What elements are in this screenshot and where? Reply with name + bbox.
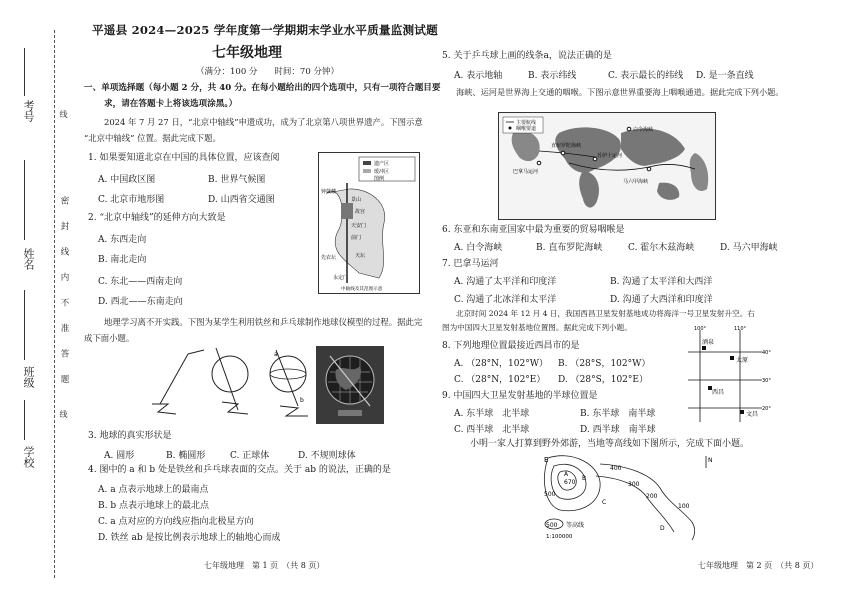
name-line [24, 160, 25, 240]
point-a-label: a [274, 351, 278, 358]
map-label-jingshan: 景山 [351, 197, 362, 203]
q3-option-c: C. 正球体 [230, 451, 270, 461]
q1-option-d: D. 山西省交通图 [208, 195, 275, 205]
intro1-b: “北京中轴线” 位置。据此完成下题。 [84, 133, 221, 143]
map-label-xiannongtan: 先农坛 [321, 255, 337, 261]
site-label-taiyuan: 太原 [736, 357, 749, 364]
globe-photo [316, 346, 384, 424]
q3-stem: 3. 地球的真实形状是 [88, 431, 172, 441]
q8-option-b: B. （28°S，102°W） [558, 359, 651, 369]
school-label: 学校 [22, 446, 35, 468]
seal-mark-top: 线 [59, 110, 68, 118]
intro1-a: 2024 年 7 月 27 日，“北京中轴线”申遗成功，成为了北京第八项世界遗产。下图示意 [104, 117, 423, 127]
launch-sites-map [678, 322, 772, 426]
map-label-tiananmen: 天安门 [351, 223, 367, 229]
section1-instructions-a: 一、单项选择题（每小题 2 分，共 40 分。在每小题给出的四个选项中，只有一项符合题目要 [84, 83, 441, 93]
binding-strip [0, 0, 82, 608]
name-label: 姓名 [22, 248, 35, 270]
exam-title: 平遥县 2024—2025 学年度第一学期期末学业水平质量监测试题 [92, 23, 438, 37]
q6-option-d: D. 马六甲海峡 [720, 243, 778, 253]
contour-label-a: A [564, 471, 569, 478]
q2-stem: 2. “北京中轴线”的延伸方向大致是 [88, 213, 226, 223]
exam-subject: 七年级地理 [212, 45, 282, 61]
contour-label-100: 100 [678, 503, 690, 510]
right-page [442, 0, 852, 608]
q7-stem: 7. 巴拿马运河 [442, 259, 499, 269]
exam-meta: （满分：100 分 时间：70 分钟） [196, 67, 339, 77]
q4-option-b: B. b 点表示地球上的最北点 [98, 501, 209, 511]
contour-map [542, 452, 742, 540]
intro5: 小明一家人打算到野外郊游，当地等高线如下图所示，完成下面小题。 [470, 439, 750, 449]
map-label-panama: 巴拿马运河 [513, 169, 539, 175]
map-legend-buffer: 缓冲区 [374, 169, 390, 175]
q9-stem: 9. 中国四大卫星发射基地的半球位置是 [442, 391, 598, 401]
contour-label-500: 500 [544, 491, 556, 498]
q2-option-a: A. 东西走向 [98, 235, 147, 245]
q7-option-b: B. 沟通了太平洋和大西洋 [610, 277, 713, 287]
map-label-suez: 苏伊士运河 [597, 153, 623, 159]
q4-stem: 4. 图中的 a 和 b 处是铁丝和乒乓球表面的交点。关于 ab 的说法，正确的是 [88, 465, 391, 475]
map-legend-route: 主要航线 [516, 120, 537, 126]
seal-dashed-line [54, 30, 55, 578]
intro3: 海峡、运河是世界海上交通的咽喉。下图示意世界重要海上咽喉通道。据此完成下列小题。 [456, 87, 784, 97]
q8-option-a: A. （28°N，102°W） [454, 359, 548, 369]
contour-label-400: 400 [610, 465, 622, 472]
map-label-temple-of-heaven: 天坛 [355, 253, 366, 259]
map-label-drum-tower: 钟鼓楼 [321, 189, 337, 195]
contour-label-300: 300 [628, 481, 640, 488]
q6-option-b: B. 直布罗陀海峡 [536, 243, 603, 253]
q8-option-d: D. （28°S，102°E） [558, 375, 648, 385]
contour-label-670: 670 [564, 479, 576, 486]
site-label-wenchang: 文昌 [746, 411, 759, 418]
contour-label-200: 200 [646, 493, 658, 500]
central-axis-map [318, 152, 420, 294]
world-sea-lanes-map [498, 112, 716, 220]
q1-stem: 1. 如果要知道北京在中国的具体位置，应该查阅 [88, 153, 280, 163]
lat-label-40: 40° [762, 350, 771, 356]
intro2-a: 地理学习离不开实践。下图为某学生利用铁丝和乒乓球制作地球仪模型的过程。据此完 [104, 317, 423, 327]
class-label: 班级 [22, 366, 35, 388]
exam-number-line [24, 48, 25, 96]
map-label-yongdingmen: 永定门 [333, 275, 349, 281]
q1-option-c: C. 北京市地形图 [98, 195, 165, 205]
q5-option-c: C. 表示最长的纬线 [608, 71, 684, 81]
q3-option-a: A. 圆形 [104, 451, 135, 461]
q9-option-a: A. 东半球 北半球 [454, 409, 530, 419]
q2-option-d: D. 西北——东南走向 [98, 297, 183, 307]
q4-option-a: A. a 点表示地球上的最南点 [98, 485, 209, 495]
contour-label-c: C [602, 499, 607, 506]
lat-label-30: 30° [762, 378, 771, 384]
map-note: 中轴线及其范围示意 [341, 287, 383, 292]
q9-option-d: D. 西半球 南半球 [580, 425, 656, 435]
q9-option-b: B. 东半球 南半球 [580, 409, 656, 419]
q3-option-b: B. 椭圆形 [166, 451, 206, 461]
intro2-b: 成下面小题。 [84, 333, 135, 343]
contour-label-d: D [660, 525, 665, 532]
site-label-jiuquan: 酒泉 [702, 339, 715, 346]
q5-stem: 5. 关于乒乓球上画的线条a，说法正确的是 [442, 51, 612, 61]
intro4-a: 北京时间 2024 年 12 月 4 日，我国西昌卫星发射基地成功将海洋一号卫星发射升空。右 [456, 309, 755, 318]
q6-option-c: C. 霍尔木兹海峡 [628, 243, 695, 253]
q5-option-b: B. 表示纬线 [528, 71, 577, 81]
lon-label-100: 100° [694, 326, 707, 332]
q7-option-d: D. 沟通了大西洋和印度洋 [610, 295, 713, 305]
point-b-label: b [300, 397, 304, 404]
globe-making-diagram [148, 344, 318, 420]
q8-option-c: C. （28°N，102°E） [454, 375, 546, 385]
school-line [24, 400, 25, 440]
left-page [84, 0, 441, 608]
lat-label-20: 20° [762, 406, 771, 412]
legend-contour-label: 等高线 [566, 522, 585, 529]
site-label-xichang: 西昌 [712, 389, 725, 396]
map-legend-heritage: 遗产区 [374, 161, 390, 167]
q6-stem: 6. 东亚和东南亚国家中最为重要的贸易咽喉是 [442, 225, 625, 235]
q1-option-a: A. 中国政区图 [98, 175, 156, 185]
q3-option-d: D. 不规则球体 [298, 451, 356, 461]
map-label-bering: 白令海峡 [633, 127, 654, 133]
map-label-qianmen: 前门 [351, 235, 362, 241]
class-line [24, 290, 25, 360]
map-label-gibraltar: 直布罗陀海峡 [551, 143, 582, 149]
q7-option-a: A. 沟通了太平洋和印度洋 [454, 277, 557, 287]
section1-instructions-b: 求，请在答题卡上将该选项涂黑。） [104, 99, 238, 109]
seal-mark-bottom: 线 [59, 410, 68, 418]
right-footer: 七年级地理 第 2 页 （共 8 页） [698, 561, 819, 570]
legend-contour-value: 500 [546, 522, 558, 529]
q2-option-c: C. 东北——西南走向 [98, 277, 183, 287]
left-footer: 七年级地理 第 1 页 （共 8 页） [204, 561, 325, 570]
q7-option-c: C. 沟通了北冰洋和太平洋 [454, 295, 557, 305]
map-legend-chokepoint: 咽喉要道 [516, 126, 537, 132]
q4-option-c: C. a 点对应的方向线应指向北极星方向 [98, 517, 254, 527]
intro4-b: 图为中国四大卫星发射基地位置图。据此完成下列小题。 [442, 323, 632, 332]
q6-option-a: A. 白令海峡 [454, 243, 503, 253]
map-label-forbidden-city: 故宫 [355, 209, 366, 215]
q9-option-c: C. 西半球 北半球 [454, 425, 530, 435]
q5-option-d: D. 是一条直线 [696, 71, 754, 81]
q8-stem: 8. 下列地理位置最接近西昌市的是 [442, 341, 580, 351]
map-scale: 1:100000 [546, 534, 573, 540]
map-legend-title: 图例 [374, 176, 385, 182]
q2-option-b: B. 南北走向 [98, 255, 147, 265]
north-arrow-label: N [708, 457, 713, 464]
contour-label-e: E [544, 456, 549, 464]
exam-number-label: 考号 [22, 100, 35, 122]
seal-line-text: 密 封 线 内 不 准 答 题 [59, 196, 69, 383]
q1-option-b: B. 世界气候图 [208, 175, 266, 185]
lon-label-110: 110° [734, 326, 747, 332]
map-label-malacca: 马六甲海峡 [623, 179, 649, 185]
q4-option-d: D. 铁丝 ab 是按比例表示地球上的轴地心而成 [98, 533, 281, 543]
contour-label-b: B [582, 475, 587, 482]
q5-option-a: A. 表示地轴 [454, 71, 503, 81]
